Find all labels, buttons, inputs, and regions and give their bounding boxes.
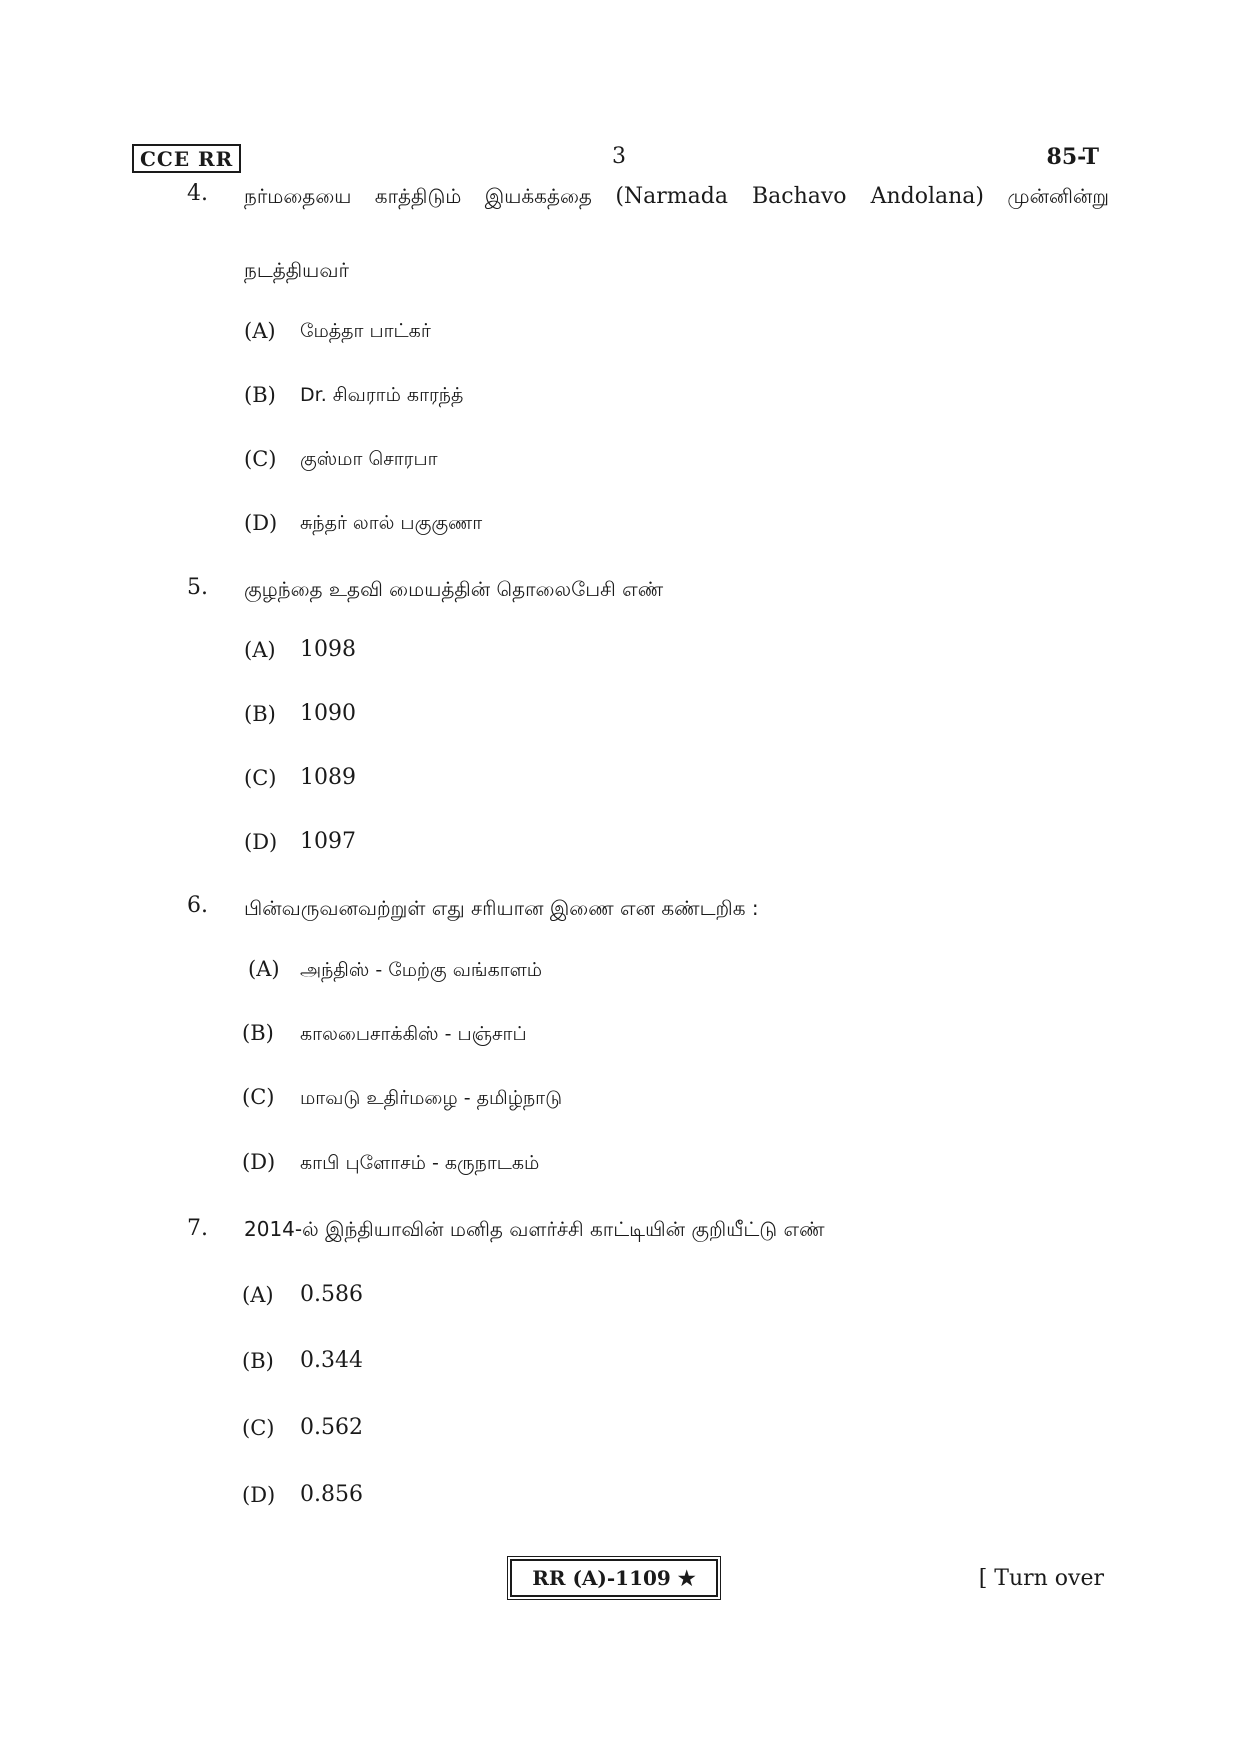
option-text: 1097 [300,829,356,854]
option-label: (A) [244,319,276,343]
option-text: 1089 [300,765,356,790]
question-number: 7. [187,1216,208,1241]
option-label: (C) [244,766,277,790]
option-text: 0.344 [300,1348,363,1373]
option-text: மாவடு உதிர்மழை - தமிழ்நாடு [300,1087,563,1109]
option-text: 1098 [300,637,356,662]
turn-over-note: [ Turn over [978,1566,1104,1591]
option-label: (C) [242,1085,275,1109]
option-label: (C) [244,447,277,471]
option-label: (A) [244,638,276,662]
paper-code: 85-T [1046,144,1099,170]
option-label: (D) [242,1150,276,1174]
header-code-box: CCE RR [132,144,241,173]
question-text-line2: நடத்தியவர் [244,258,349,282]
option-label: (D) [244,511,278,535]
option-text: 0.856 [300,1482,363,1507]
option-text: மேத்தா பாட்கர் [300,320,431,342]
option-label: (D) [244,830,278,854]
question-text: நர்மதையை காத்திடும் இயக்கத்தை [244,184,592,208]
question-number: 5. [187,575,208,600]
booklet-code-box: RR (A)-1109 ★ [510,1559,718,1597]
option-text: Dr. சிவராம் காரந்த் [300,384,464,406]
option-label: (A) [242,1283,274,1307]
page-number: 3 [612,144,626,169]
option-text: 0.562 [300,1415,363,1440]
question-number: 4. [187,181,208,206]
question-text-latin: (Narmada Bachavo Andolana) [615,184,984,209]
option-text: குஸ்மா சொரபா [300,448,438,470]
option-label: (B) [242,1349,274,1373]
question-text: பின்வருவனவற்றுள் எது சரியான இணை என கண்டறிக : [244,896,759,920]
option-text: காலபைசாக்கிஸ் - பஞ்சாப் [300,1023,527,1045]
option-text: சுந்தர் லால் பகுகுணா [300,512,483,534]
option-label: (A) [248,957,280,981]
option-label: (B) [244,702,276,726]
option-text: 1090 [300,701,356,726]
option-label: (C) [242,1416,275,1440]
option-text: அந்திஸ் - மேற்கு வங்காளம் [300,959,543,981]
option-text: 0.586 [300,1282,363,1307]
question-text [244,1217,1109,1244]
question-text-value: 2014-ல் இந்தியாவின் மனித வளர்ச்சி காட்டியின் குறியீட்டு எண் [244,1217,825,1241]
option-label: (B) [244,383,276,407]
question-text: முன்னின்று [1007,184,1110,208]
question-number: 6. [187,893,208,918]
option-label: (B) [242,1021,274,1045]
question-text-line1 [244,184,1109,211]
option-label: (D) [242,1483,276,1507]
option-text: காபி புளோசம் - கருநாடகம் [300,1152,540,1174]
question-text: குழந்தை உதவி மையத்தின் தொலைபேசி எண் [244,577,664,601]
